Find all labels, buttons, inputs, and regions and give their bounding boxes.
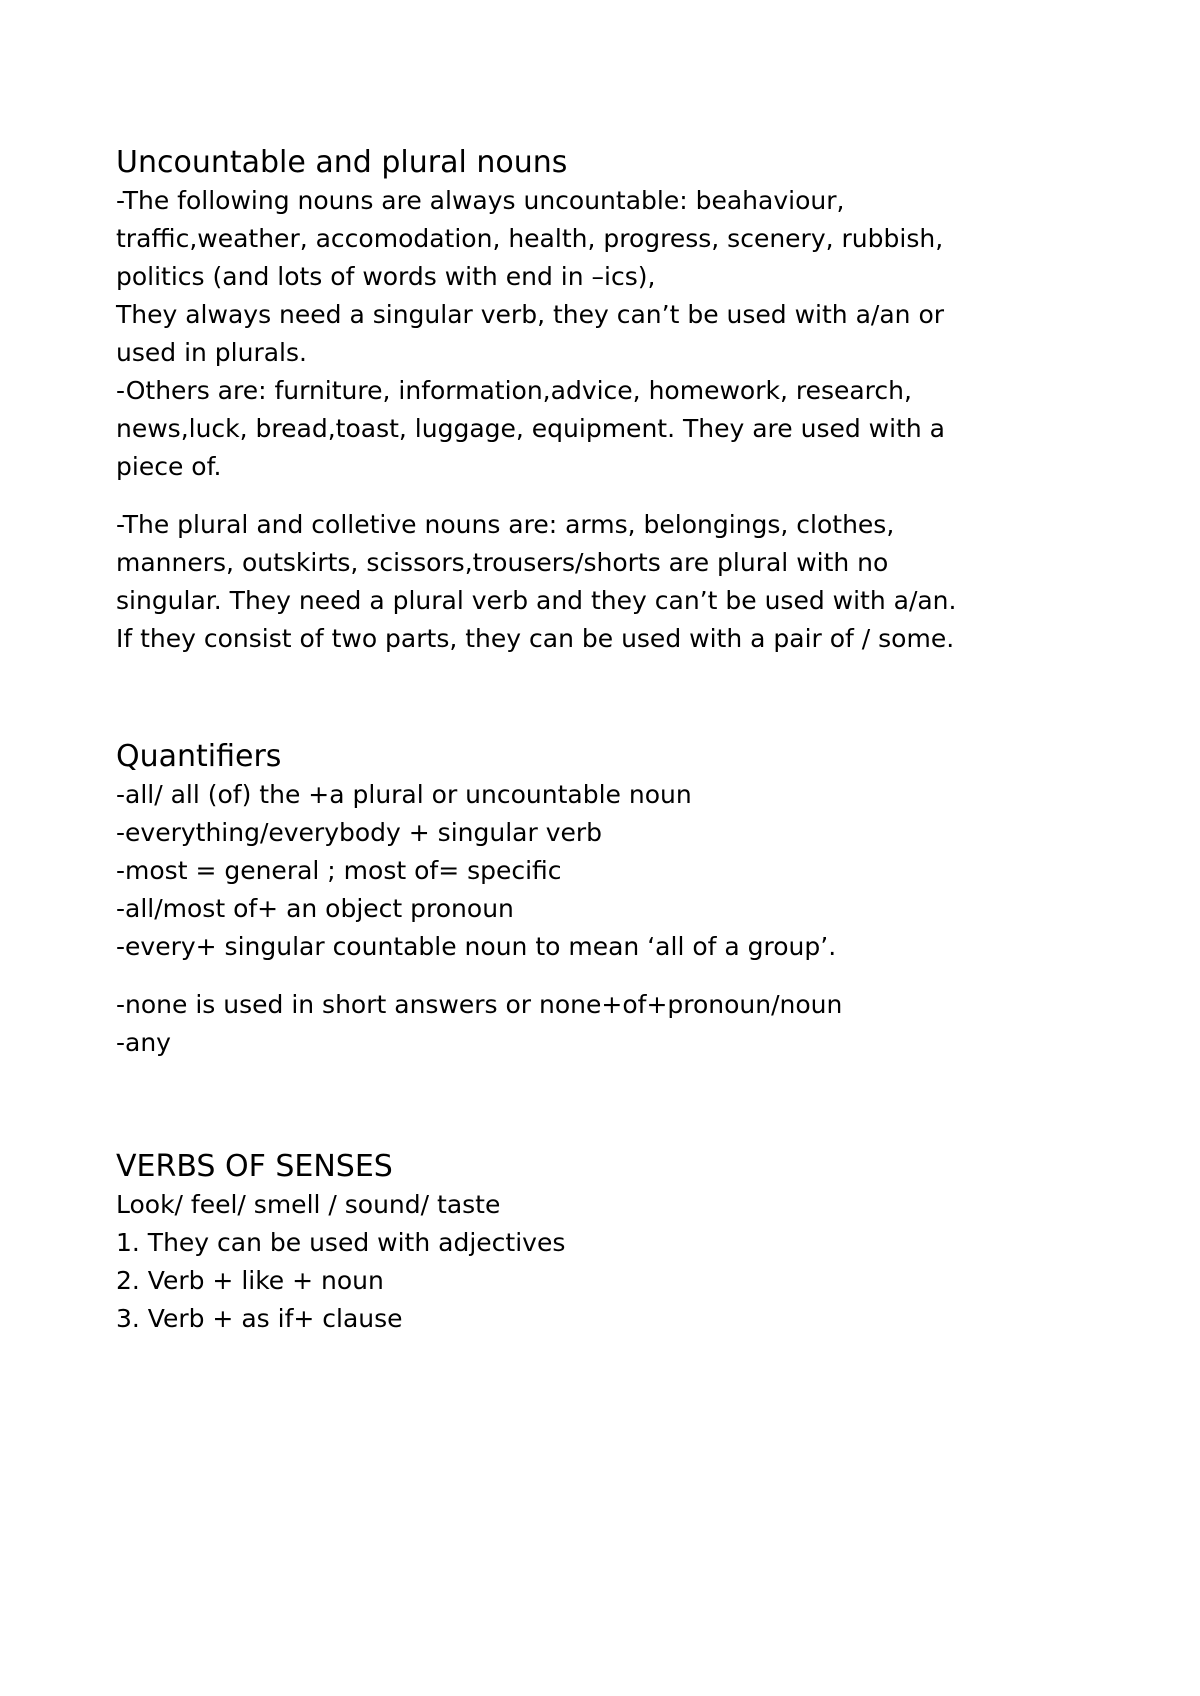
section-uncountable-nouns (116, 144, 1116, 658)
paragraph (116, 1186, 1116, 1338)
text-line: -everything/everybody + singular verb (116, 818, 603, 847)
text-line: If they consist of two parts, they can be used with a pair of / some. (116, 624, 955, 653)
paragraph (116, 182, 1116, 486)
text-line: -all/most of+ an object pronoun (116, 894, 514, 923)
text-line: -The plural and colletive nouns are: arms, belongings, clothes, (116, 510, 895, 539)
text-line: -The following nouns are always uncountable: beahaviour, (116, 186, 845, 215)
section-heading: Uncountable and plural nouns (116, 145, 568, 180)
paragraph (116, 506, 1116, 658)
section-heading: VERBS OF SENSES (116, 1149, 393, 1184)
text-line: -none is used in short answers or none+of+pronoun/noun (116, 990, 843, 1019)
text-line: -every+ singular countable noun to mean ‘all of a group’. (116, 932, 837, 961)
text-line: 2. Verb + like + noun (116, 1266, 384, 1295)
paragraph (116, 776, 1116, 966)
text-line: used in plurals. (116, 338, 307, 367)
text-line: -Others are: furniture, information,advice, homework, research, (116, 376, 912, 405)
paragraph (116, 986, 1116, 1062)
text-line: -any (116, 1028, 171, 1057)
paragraph-spacer (116, 486, 1116, 506)
paragraph-spacer (116, 966, 1116, 986)
text-line: politics (and lots of words with end in –ics), (116, 262, 656, 291)
text-line: 3. Verb + as if+ clause (116, 1304, 403, 1333)
text-line: manners, outskirts, scissors,trousers/shorts are plural with no (116, 548, 889, 577)
text-line: news,luck, bread,toast, luggage, equipment. They are used with a (116, 414, 945, 443)
section-quantifiers (116, 738, 1116, 1062)
text-line: traffic,weather, accomodation, health, progress, scenery, rubbish, (116, 224, 944, 253)
text-line: singular. They need a plural verb and they can’t be used with a/an. (116, 586, 957, 615)
text-line: 1. They can be used with adjectives (116, 1228, 566, 1257)
text-line: -most = general ; most of= specific (116, 856, 562, 885)
text-line: They always need a singular verb, they can’t be used with a/an or (116, 300, 945, 329)
text-line: Look/ feel/ smell / sound/ taste (116, 1190, 501, 1219)
section-verbs-of-senses (116, 1148, 1116, 1338)
text-line: piece of. (116, 452, 222, 481)
text-line: -all/ all (of) the +a plural or uncountable noun (116, 780, 692, 809)
section-heading: Quantifiers (116, 739, 282, 774)
